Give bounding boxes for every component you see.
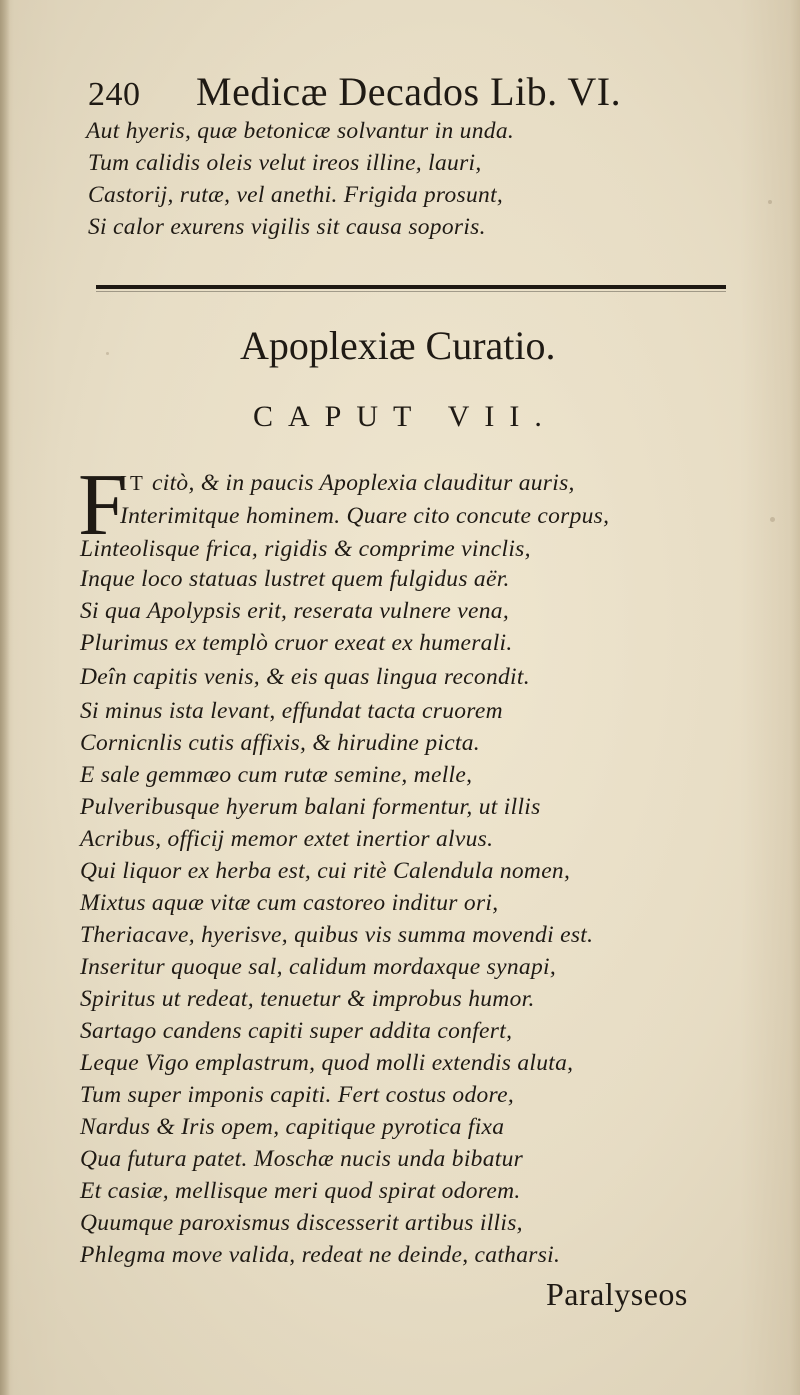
section-divider-rule bbox=[96, 285, 726, 289]
verse-line: Si minus ista levant, effundat tacta cruorem bbox=[80, 698, 503, 724]
running-head bbox=[88, 68, 708, 115]
verse-line: Castorij, rutæ, vel anethi. Frigida prosunt, bbox=[88, 182, 504, 208]
verse-line: Qua futura patet. Moschæ nucis unda bibatur bbox=[80, 1146, 524, 1172]
page-gutter-shadow bbox=[0, 0, 10, 1395]
verse-line: Sartago candens capiti super addita confert, bbox=[80, 1018, 513, 1044]
verse-line: Mixtus aquæ vitæ cum castoreo inditur ori, bbox=[80, 890, 499, 916]
verse-line: Pulveribusque hyerum balani formentur, ut illis bbox=[80, 794, 541, 820]
verse-line: E sale gemmæo cum rutæ semine, melle, bbox=[80, 762, 473, 788]
first-line-text: citò, & in paucis Apoplexia clauditur auris, bbox=[152, 470, 575, 496]
verse-line: Spiritus ut redeat, tenuetur & improbus humor. bbox=[80, 986, 535, 1012]
first-verse-line bbox=[120, 470, 575, 497]
verse-line: Interimitque hominem. Quare cito concute corpus, bbox=[120, 503, 610, 529]
paper-speck bbox=[768, 200, 772, 204]
verse-line: Tum calidis oleis velut ireos illine, lauri, bbox=[88, 150, 482, 176]
drop-capital: F bbox=[78, 457, 127, 554]
verse-line: Qui liquor ex herba est, cui ritè Calendula nomen, bbox=[80, 858, 571, 884]
verse-line: Cornicnlis cutis affixis, & hirudine picta. bbox=[80, 730, 480, 756]
verse-line: Tum super imponis capiti. Fert costus odore, bbox=[80, 1082, 515, 1108]
verse-line: Et casiæ, mellisque meri quod spirat odorem. bbox=[80, 1178, 521, 1204]
running-title: Medicæ Decados Lib. VI. bbox=[196, 69, 622, 114]
verse-line: Inseritur quoque sal, calidum mordaxque synapi, bbox=[80, 954, 556, 980]
catchword: Paralyseos bbox=[546, 1276, 688, 1312]
first-word: IT bbox=[120, 471, 146, 495]
verse-line: Si calor exurens vigilis sit causa soporis. bbox=[88, 214, 486, 240]
page-number: 240 bbox=[88, 76, 141, 113]
verse-line: Inque loco statuas lustret quem fulgidus aër. bbox=[80, 566, 510, 592]
verse-line: Deîn capitis venis, & eis quas lingua recondit. bbox=[80, 664, 530, 690]
verse-line: Quumque paroxismus discesserit artibus illis, bbox=[80, 1210, 523, 1236]
verse-line: Leque Vigo emplastrum, quod molli extendis aluta, bbox=[80, 1050, 574, 1076]
section-title: Apoplexiæ Curatio. bbox=[240, 323, 556, 368]
verse-line: Si qua Apolypsis erit, reserata vulnere vena, bbox=[80, 598, 510, 624]
verse-line: Theriacave, hyerisve, quibus vis summa movendi est. bbox=[80, 922, 594, 948]
chapter-heading: CAPUT VII. bbox=[253, 400, 557, 433]
verse-line: Linteolisque frica, rigidis & comprime vinclis, bbox=[80, 536, 531, 562]
verse-line: Plurimus ex templò cruor exeat ex humerali. bbox=[80, 630, 513, 656]
verse-line: Phlegma move valida, redeat ne deinde, catharsi. bbox=[80, 1242, 561, 1268]
paper-speck bbox=[770, 517, 775, 522]
paper-speck bbox=[106, 352, 109, 355]
verse-line: Aut hyeris, quæ betonicæ solvantur in unda. bbox=[86, 118, 515, 144]
verse-line: Nardus & Iris opem, capitique pyrotica fixa bbox=[80, 1114, 505, 1140]
verse-line: Acribus, officij memor extet inertior alvus. bbox=[80, 826, 494, 852]
